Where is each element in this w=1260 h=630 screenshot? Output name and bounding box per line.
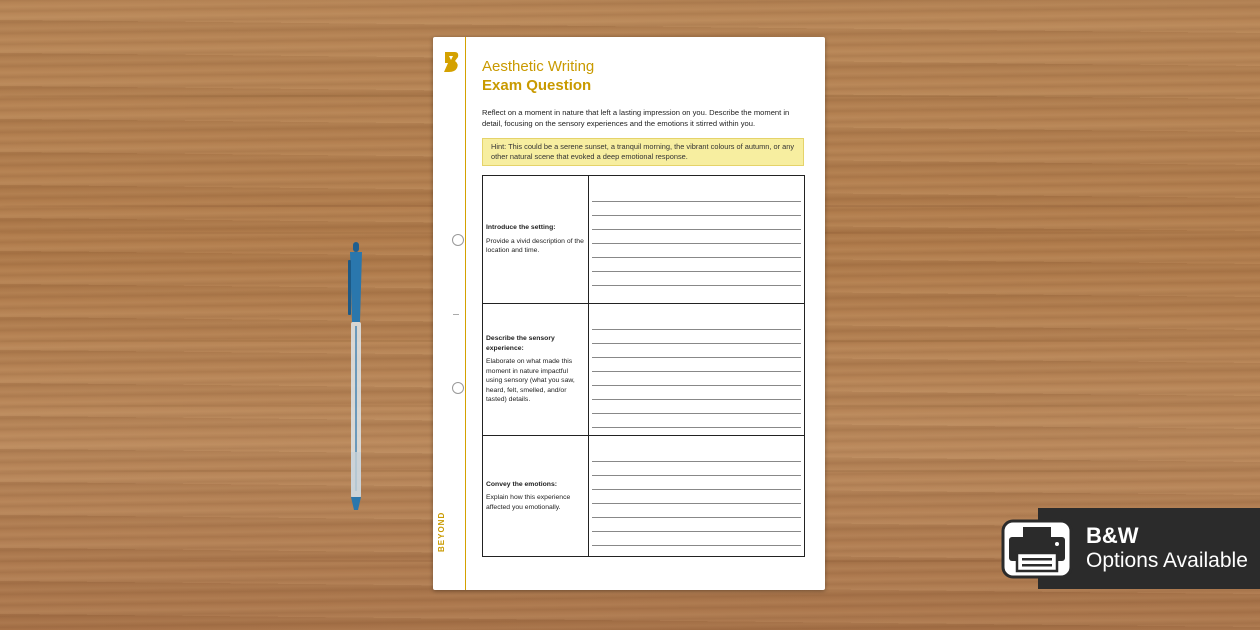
pen-image (345, 242, 367, 512)
section-heading: Describe the sensory experience: (486, 335, 555, 352)
section-label (483, 176, 589, 304)
section-detail: Explain how this experience affected you emotionally. (486, 494, 571, 511)
section-detail: Elaborate on what made this moment in nature impactful using sensory (what you saw, heard, felt, smelled, and/or tasted) details. (486, 358, 575, 404)
table-row (483, 176, 805, 304)
table-row (483, 436, 805, 557)
worksheet-paper (433, 37, 825, 590)
writing-table (482, 175, 805, 557)
binder-hole (452, 234, 464, 246)
section-heading: Introduce the setting: (486, 224, 556, 232)
writing-area[interactable] (589, 304, 805, 436)
badge-subtitle: Options Available (1086, 549, 1248, 572)
brand-label: BEYOND (437, 511, 446, 552)
binder-hole (452, 382, 464, 394)
worksheet-subtitle: Exam Question (482, 77, 592, 94)
badge-title: B&W (1086, 523, 1139, 548)
writing-area[interactable] (589, 176, 805, 304)
section-detail: Provide a vivid description of the location and time. (486, 237, 584, 255)
section-label (483, 304, 589, 436)
worksheet-title: Aesthetic Writing (482, 58, 595, 75)
table-row (483, 304, 805, 436)
writing-area[interactable] (589, 436, 805, 557)
beyond-logo-icon (442, 51, 460, 73)
hint-box: Hint: This could be a serene sunset, a tranquil morning, the vibrant colours of autumn, or any other natural scene that evoked a deep emotional response. (482, 138, 804, 166)
question-prompt: Reflect on a moment in nature that left a lasting impression on you. Describe the moment in detail, focusing on the sensory experiences and the emotions it stirred within you. (482, 108, 790, 128)
section-heading: Convey the emotions: (486, 480, 557, 488)
margin-line (465, 37, 466, 590)
section-label (483, 436, 589, 557)
printer-icon (1001, 519, 1073, 579)
fold-mark (453, 314, 459, 315)
